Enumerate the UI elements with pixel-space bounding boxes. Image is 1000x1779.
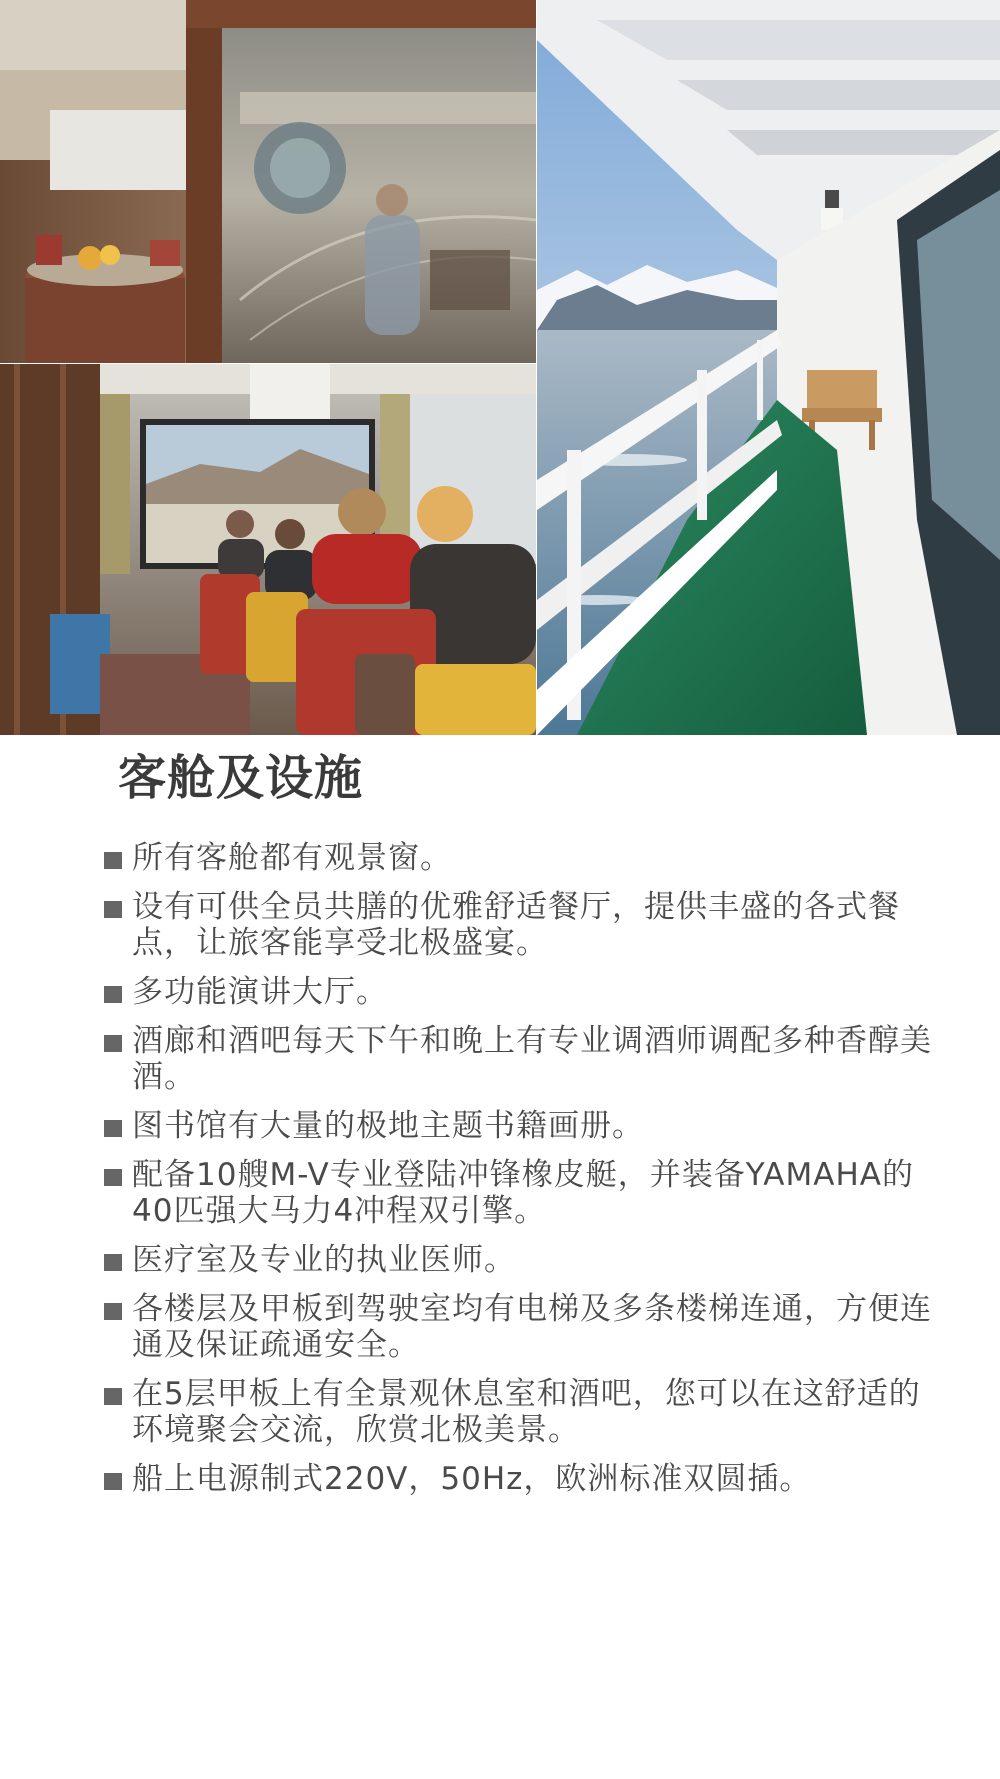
square-bullet-icon [104,1303,122,1320]
list-item-text: 医疗室及专业的执业医师。 [132,1242,516,1278]
list-item-text: 图书馆有大量的极地主题书籍画册。 [132,1108,644,1144]
list-item [104,889,934,961]
list-item [104,1291,934,1363]
list-item [104,1108,934,1144]
list-item-text: 在5层甲板上有全景观休息室和酒吧，您可以在这舒适的环境聚会交流，欣赏北极美景。 [132,1376,921,1448]
lounge-photo [0,0,536,363]
square-bullet-icon [104,1473,122,1490]
square-bullet-icon [104,1120,122,1137]
list-item [104,1023,934,1095]
photo-collage [0,0,1000,735]
section-title: 客舱及设施 [118,750,364,806]
list-item-text: 各楼层及甲板到驾驶室均有电梯及多条楼梯连通，方便连通及保证疏通安全。 [132,1291,932,1363]
square-bullet-icon [104,901,122,918]
list-item-text: 配备10艘M-V专业登陆冲锋橡皮艇，并装备YAMAHA的40匹强大马力4冲程双引擎。 [132,1157,914,1229]
facility-list [104,840,934,1510]
square-bullet-icon [104,852,122,869]
list-item [104,840,934,876]
list-item [104,1376,934,1448]
list-item [104,1461,934,1497]
list-item-text: 酒廊和酒吧每天下午和晚上有专业调酒师调配多种香醇美酒。 [132,1023,932,1095]
square-bullet-icon [104,1254,122,1271]
list-item [104,974,934,1010]
square-bullet-icon [104,986,122,1003]
lecture-hall-photo [0,364,536,735]
list-item-text: 船上电源制式220V，50Hz，欧洲标准双圆插。 [132,1461,812,1497]
list-item-text: 设有可供全员共膳的优雅舒适餐厅，提供丰盛的各式餐点，让旅客能享受北极盛宴。 [132,889,900,961]
square-bullet-icon [104,1169,122,1186]
list-item [104,1157,934,1229]
list-item-text: 多功能演讲大厅。 [132,974,388,1010]
list-item-text: 所有客舱都有观景窗。 [132,840,452,876]
list-item [104,1242,934,1278]
square-bullet-icon [104,1388,122,1405]
square-bullet-icon [104,1035,122,1052]
deck-photo [537,0,1000,735]
